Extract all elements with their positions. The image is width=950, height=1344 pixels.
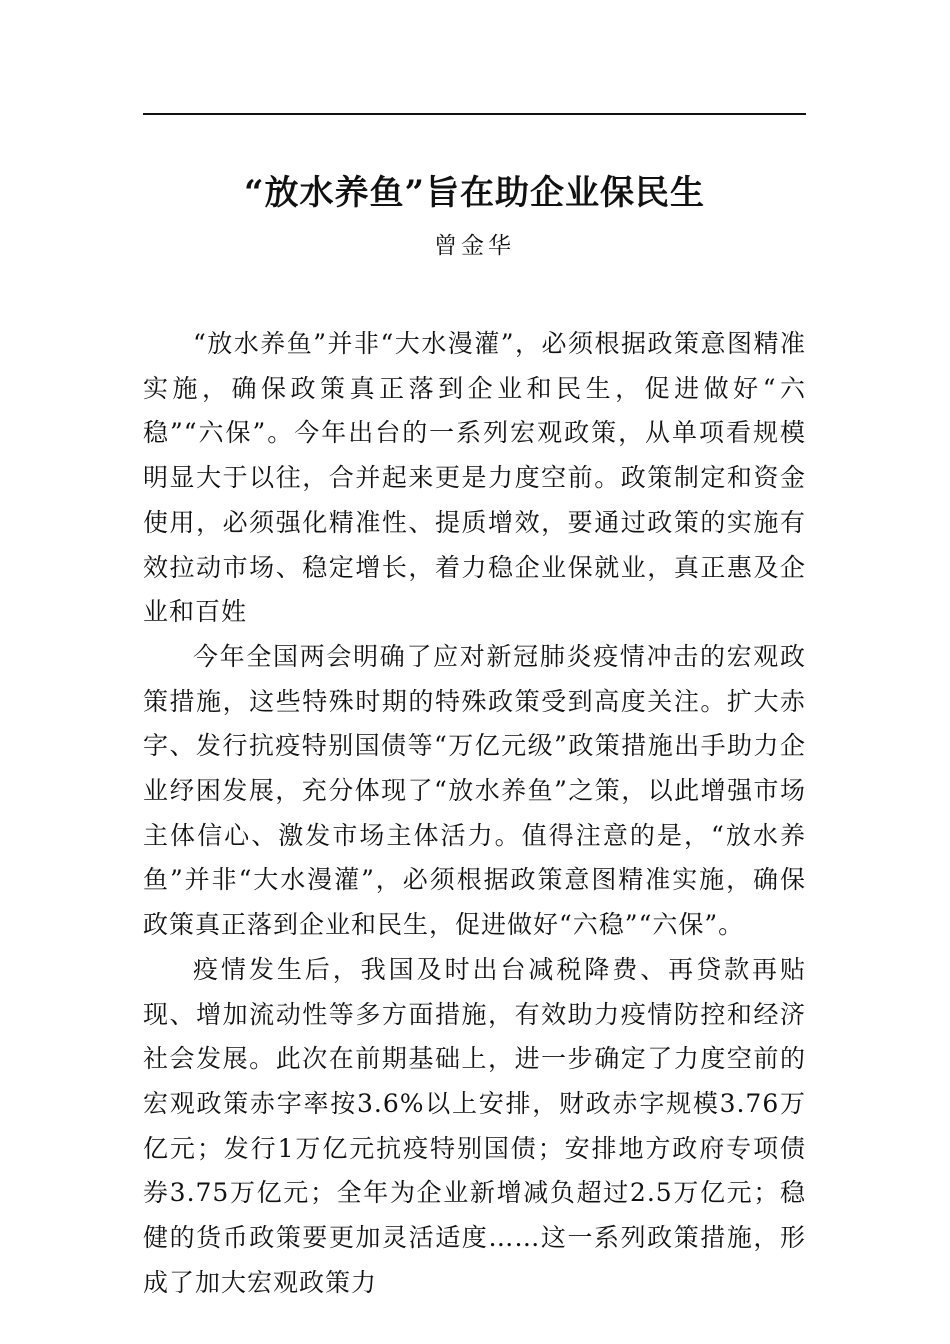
header-rule [143,113,806,115]
article-title: “放水养鱼”旨在助企业保民生 [243,173,706,213]
article-author: 曾金华 [434,233,515,259]
paragraph-3: 疫情发生后，我国及时出台减税降费、再贷款再贴现、增加流动性等多方面措施，有效助力疫情防控和经济社会发展。此次在前期基础上，进一步确定了力度空前的宏观政策赤字率按3.6%以上安排，财政赤字规模3.76万亿元；发行1万亿元抗疫特别国债；安排地方政府专项债券3.75万亿元；全年为企业新增减负超过2.5万亿元；稳健的货币政策要更加灵活适度……这一系列政策措施，形成了加大宏观政策力 [143,954,806,1297]
paragraph-1: “放水养鱼”并非“大水漫灌”，必须根据政策意图精准实施，确保政策真正落到企业和民生，促进做好“六稳”“六保”。今年出台的一系列宏观政策，从单项看规模明显大于以往，合并起来更是力度空前。政策制定和资金使用，必须强化精准性、提质增效，要通过政策的实施有效拉动市场、稳定增长，着力稳企业保就业，真正惠及企业和百姓 [143,329,806,627]
paragraph-2: 今年全国两会明确了应对新冠肺炎疫情冲击的宏观政策措施，这些特殊时期的特殊政策受到高度关注。扩大赤字、发行抗疫特别国债等“万亿元级”政策措施出手助力企业纾困发展，充分体现了“放水养鱼”之策，以此增强市场主体信心、激发市场主体活力。值得注意的是，“放水养鱼”并非“大水漫灌”，必须根据政策意图精准实施，确保政策真正落到企业和民生，促进做好“六稳”“六保”。 [143,641,806,940]
article-body [143,322,806,1305]
